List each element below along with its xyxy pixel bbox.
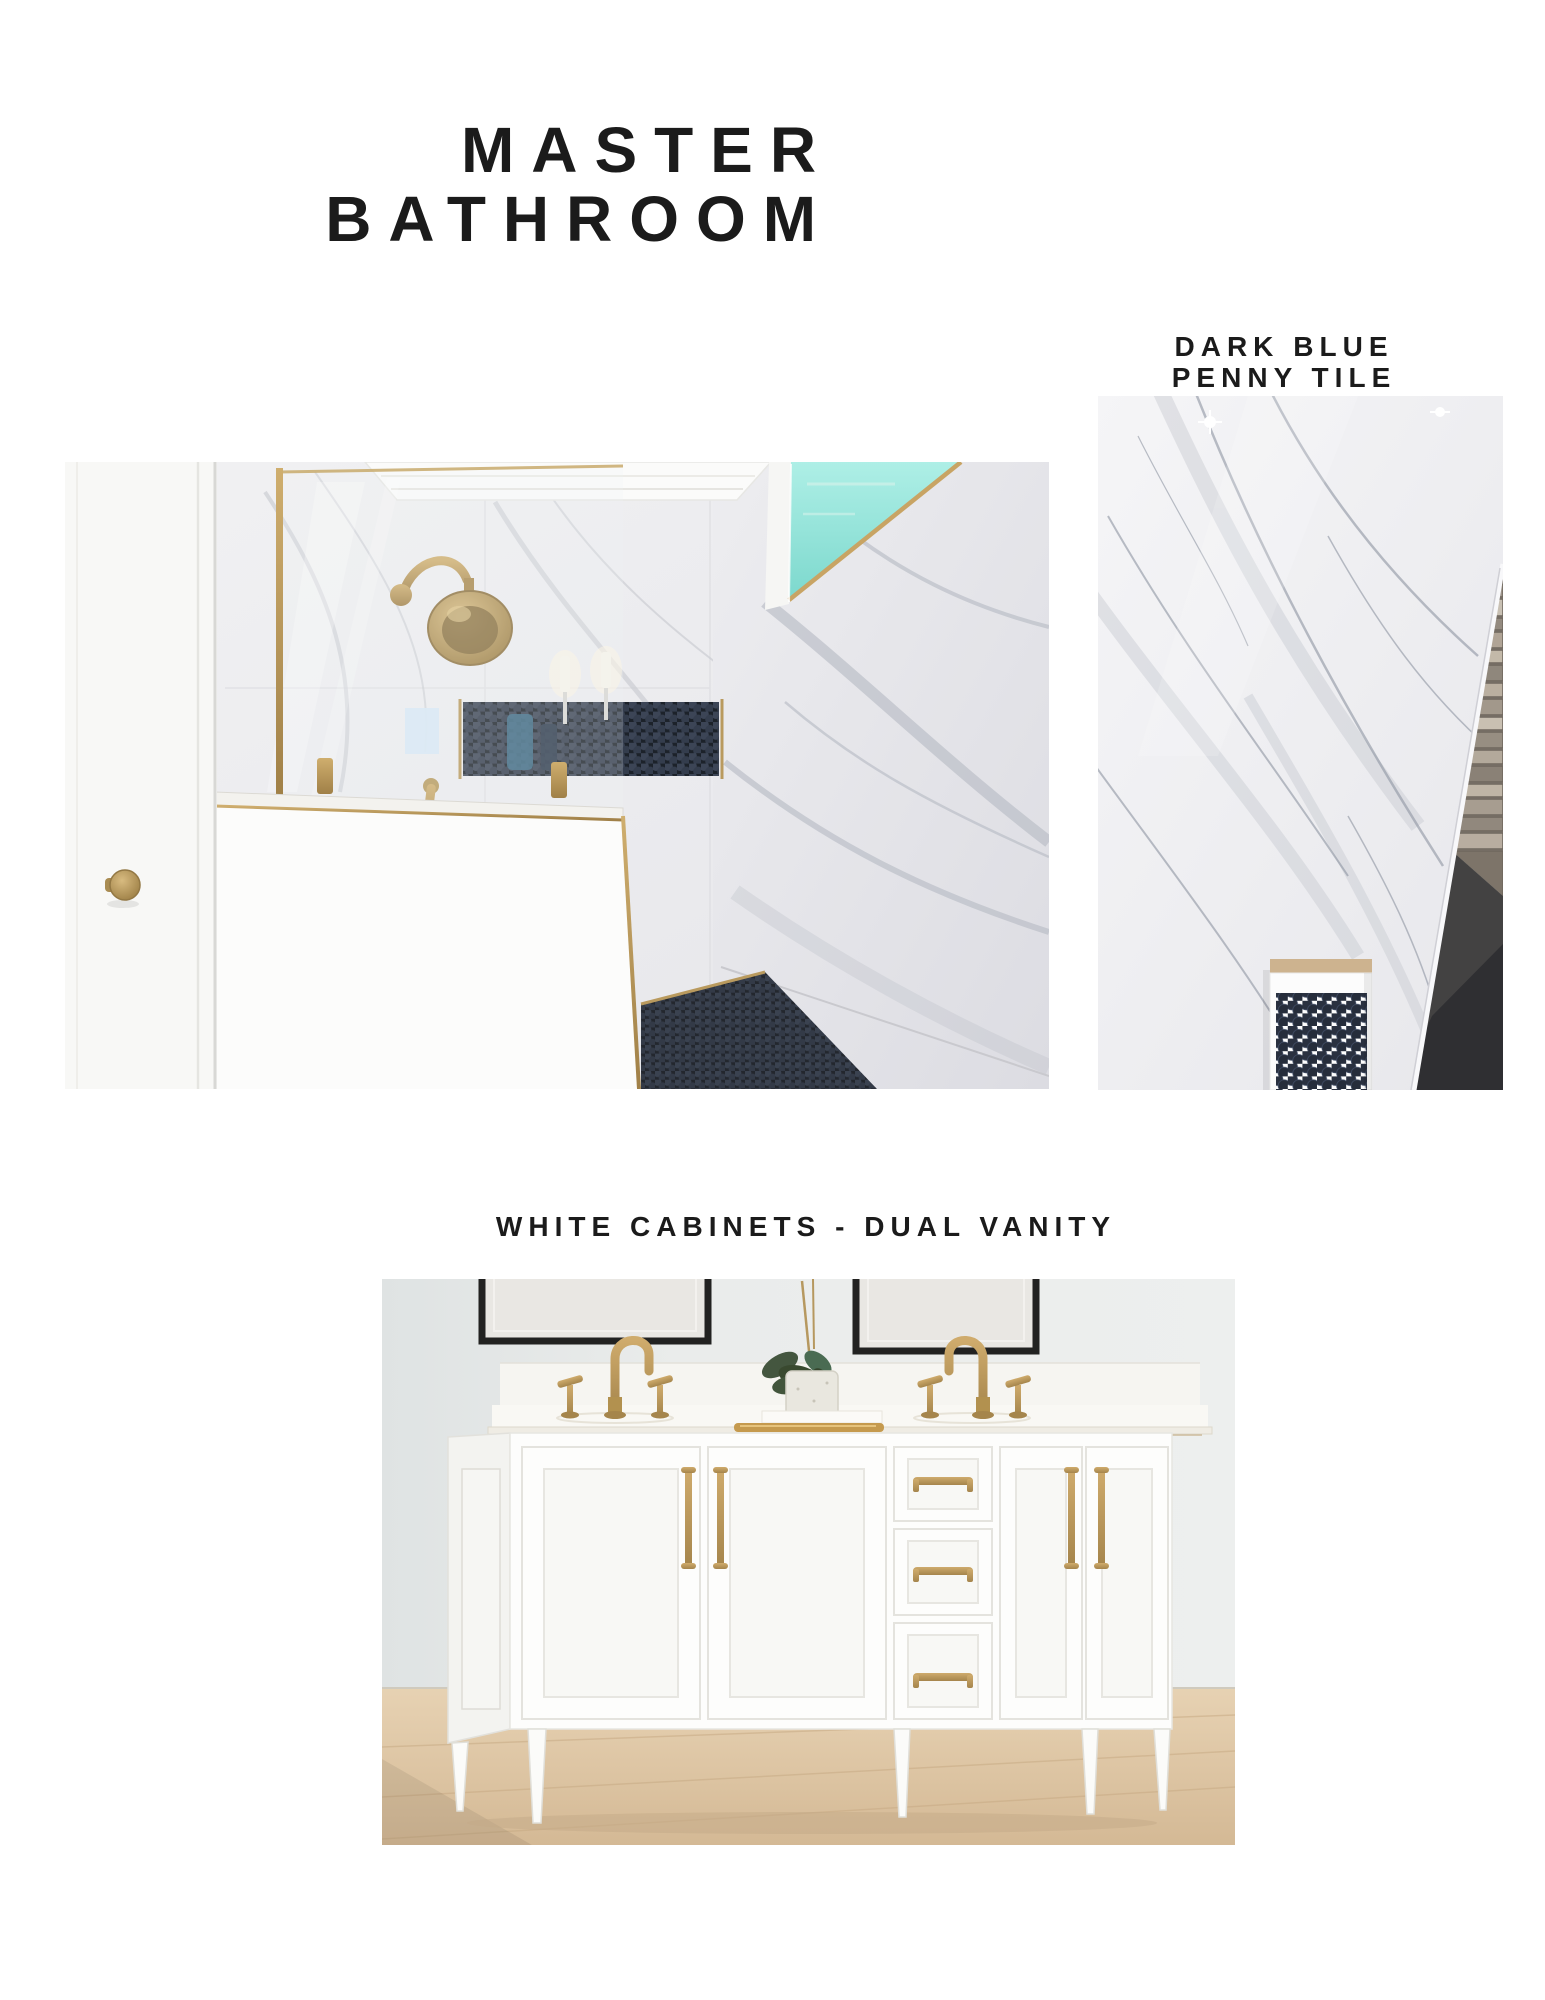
penny-tile-sample <box>1263 959 1372 1090</box>
penny-tile-label-line2: PENNY TILE <box>1171 362 1397 393</box>
marble-slab-photo <box>1098 396 1503 1090</box>
bathroom-door <box>65 462 217 1089</box>
plant-pot <box>786 1371 838 1417</box>
vanity-photo <box>382 1279 1235 1845</box>
glass-panel <box>267 466 623 812</box>
shower-photo <box>65 462 1049 1089</box>
vanity-label: WHITE CABINETS - DUAL VANITY <box>495 1211 1117 1242</box>
penny-tile-label <box>1172 331 1397 393</box>
page-title-line1: MASTER <box>461 114 833 186</box>
page-title <box>325 116 833 254</box>
glass-clamp <box>317 758 333 794</box>
cabinet-door <box>708 1447 886 1719</box>
cabinet-door <box>522 1447 700 1719</box>
page-title-line2: BATHROOM <box>325 183 833 255</box>
cabinet-drawer <box>894 1623 992 1719</box>
mirror-right <box>856 1279 1036 1351</box>
glass-clamp <box>551 762 567 798</box>
brass-tray <box>734 1423 884 1432</box>
penny-tile-label-line1: DARK BLUE <box>1174 331 1394 362</box>
book-stack <box>762 1411 882 1423</box>
pony-wall <box>215 792 639 1089</box>
mirror-left <box>482 1279 708 1341</box>
